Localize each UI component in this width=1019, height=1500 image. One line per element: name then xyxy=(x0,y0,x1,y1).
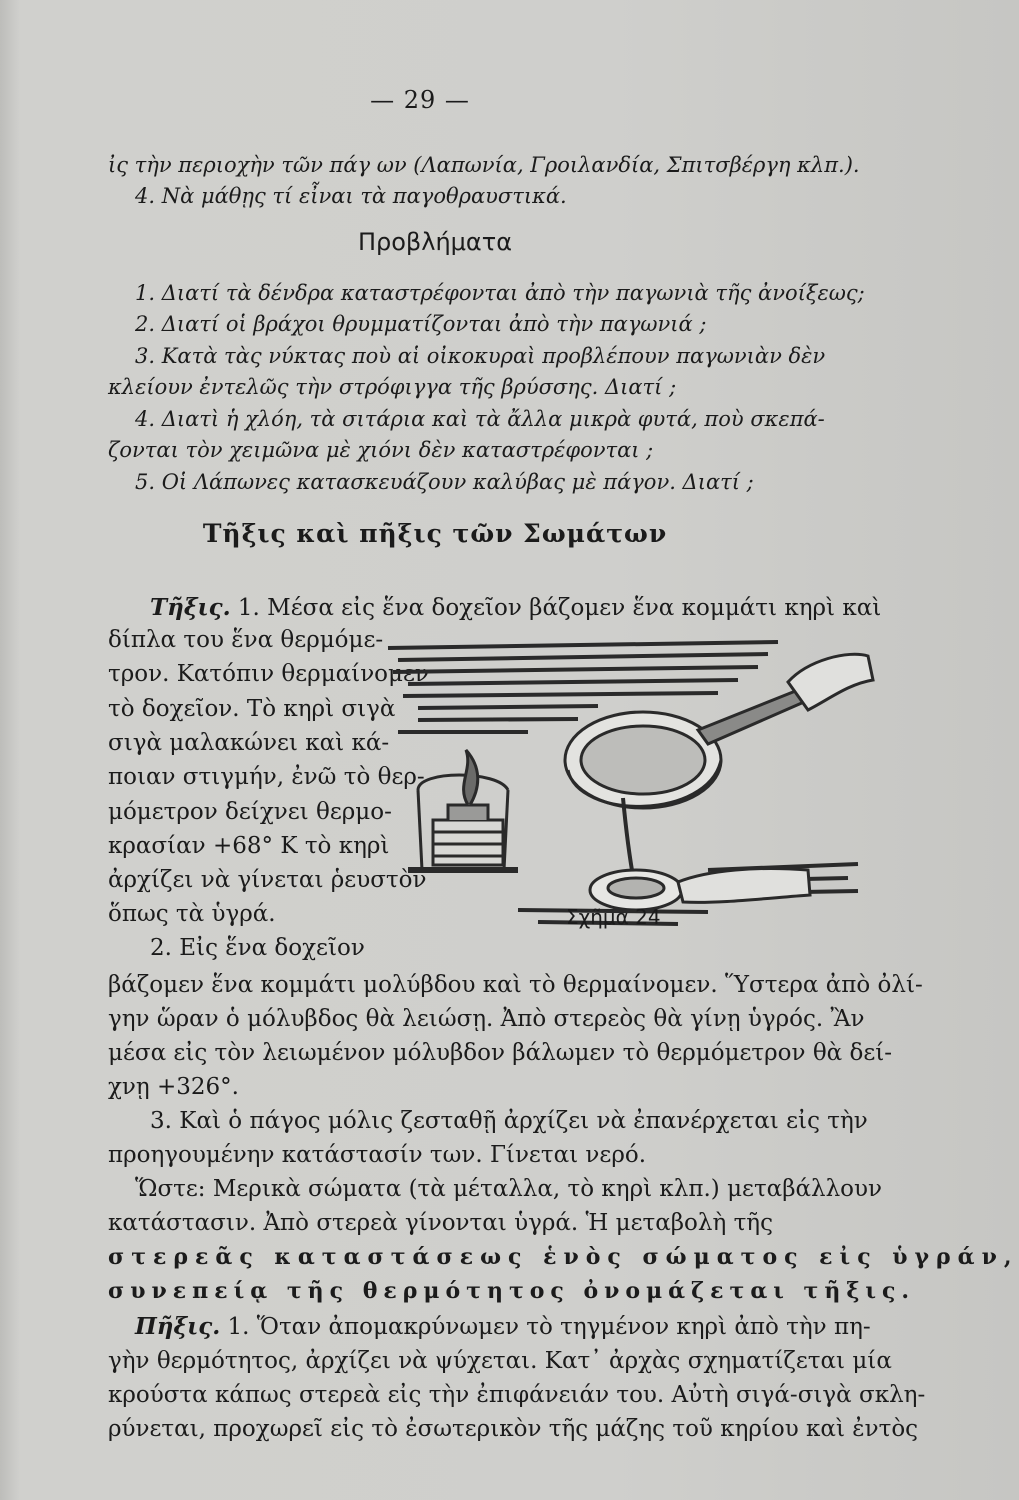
texis-line: ἀρχίζει νὰ γίνεται ῥευστὸν xyxy=(108,867,427,893)
definition-line: συνεπείᾳ τῆς θερμότητος ὀνομάζεται τῆξις. xyxy=(108,1278,916,1304)
texis-line: τὸ δοχεῖον. Τὸ κηρὶ σιγὰ xyxy=(108,696,396,722)
texis-label: Τῆξις. xyxy=(150,594,231,621)
text-line: ἰς τὴν περιοχὴν τῶν πάγ ων (Λαπωνία, Γροιλανδία, Σπιτσβέργη κλπ.). xyxy=(108,153,860,177)
body-line: μέσα εἰς τὸν λειωμένον μόλυβδον βάλωμεν τὸ θερμόμετρον θὰ δεί- xyxy=(108,1040,893,1066)
body-line: προηγουμένην κατάστασίν των. Γίνεται νερό. xyxy=(108,1142,647,1168)
texis-line: κρασίαν +68° Κ τὸ κηρὶ xyxy=(108,833,390,859)
pexis-label: Πῆξις. xyxy=(135,1313,221,1340)
pexis-line: κρούστα κάπως στερεὰ εἰς τὴν ἐπιφάνειάν του. Αὐτὴ σιγά-σιγὰ σκλη- xyxy=(108,1382,926,1408)
page-number: — 29 — xyxy=(370,86,470,114)
texis-line: ὅπως τὰ ὑγρά. xyxy=(108,901,276,927)
body-line: χνῃ +326°. xyxy=(108,1074,239,1100)
body-line: Ὥστε: Μερικὰ σώματα (τὰ μέταλλα, τὸ κηρὶ κλπ.) μεταβάλλουν xyxy=(135,1176,882,1202)
texis-line: δίπλα του ἕνα θερμόμε- xyxy=(108,627,384,653)
text-line: 4. Νὰ μάθῃς τί εἶναι τὰ παγοθραυστικά. xyxy=(135,184,567,208)
pexis-paragraph-start xyxy=(135,1312,871,1342)
problem-item: 4. Διατὶ ἡ χλόη, τὰ σιτάρια καὶ τὰ ἄλλα μικρὰ φυτά, ποὺ σκεπά- xyxy=(135,407,825,431)
definition-line: στερεᾶς καταστάσεως ἑνὸς σώματος εἰς ὑγράν, xyxy=(108,1244,1019,1270)
body-line: βάζομεν ἕνα κομμάτι μολύβδου καὶ τὸ θερμαίνομεν. Ὕστερα ἀπὸ ὀλί- xyxy=(108,972,923,998)
texis-paragraph-start xyxy=(150,593,881,623)
pexis-line: ρύνεται, προχωρεῖ εἰς τὸ ἐσωτερικὸν τῆς μάζης τοῦ κηρίου καὶ ἐντὸς xyxy=(108,1416,919,1442)
texis-first-line: 1. Μέσα εἰς ἕνα δοχεῖον βάζομεν ἕνα κομμάτι κηρὶ καὶ xyxy=(230,595,882,621)
texis-line: 2. Εἰς ἕνα δοχεῖον xyxy=(150,935,365,961)
problem-item: ζονται τὸν χειμῶνα μὲ χιόνι δὲν καταστρέφονται ; xyxy=(108,438,654,462)
body-line: κατάστασιν. Ἀπὸ στερεὰ γίνονται ὑγρά. Ἡ μεταβολὴ τῆς xyxy=(108,1210,773,1236)
pexis-line: γὴν θερμότητος, ἀρχίζει νὰ ψύχεται. Κατ᾽ ἀρχὰς σχηματίζεται μία xyxy=(108,1348,892,1374)
body-line: 3. Καὶ ὁ πάγος μόλις ζεσταθῇ ἀρχίζει νὰ ἐπανέρχεται εἰς τὴν xyxy=(150,1108,868,1134)
body-line: γην ὥραν ὁ μόλυβδος θὰ λειώσῃ. Ἀπὸ στερεὸς θὰ γίνῃ ὑγρός. Ἂν xyxy=(108,1006,865,1032)
texis-line: μόμετρον δείχνει θερμο- xyxy=(108,799,392,825)
texis-line: τρον. Κατόπιν θερμαίνομεν xyxy=(108,661,429,687)
problems-heading: Προβλήματα xyxy=(357,228,513,256)
problem-item: 5. Οἱ Λάπωνες κατασκευάζουν καλύβας μὲ πάγον. Διατί ; xyxy=(135,470,754,494)
texis-line: ποιαν στιγμήν, ἐνῶ τὸ θερ- xyxy=(108,764,425,790)
pexis-first-line: 1. Ὅταν ἀπομακρύνωμεν τὸ τηγμένον κηρὶ ἀπὸ τὴν πη- xyxy=(220,1314,871,1340)
figure-caption: Σχῆμα 24 xyxy=(566,905,661,929)
problem-item: 3. Κατὰ τὰς νύκτας ποὺ αἱ οἰκοκυραὶ προβλέπουν παγωνιὰν δὲν xyxy=(135,344,826,368)
problem-item: κλείουν ἐντελῶς τὴν στρόφιγγα τῆς βρύσσης. Διατί ; xyxy=(108,375,677,399)
problem-item: 1. Διατί τὰ δένδρα καταστρέφονται ἀπὸ τὴν παγωνιὰ τῆς ἀνοίξεως; xyxy=(135,281,865,305)
figure-24-illustration xyxy=(378,620,878,940)
texis-line: σιγὰ μαλακώνει καὶ κά- xyxy=(108,730,390,756)
section-title: Τῆξις καὶ πῆξις τῶν Σωμάτων xyxy=(202,519,668,548)
problem-item: 2. Διατί οἱ βράχοι θρυμματίζονται ἀπὸ τὴν παγωνιά ; xyxy=(135,312,707,336)
